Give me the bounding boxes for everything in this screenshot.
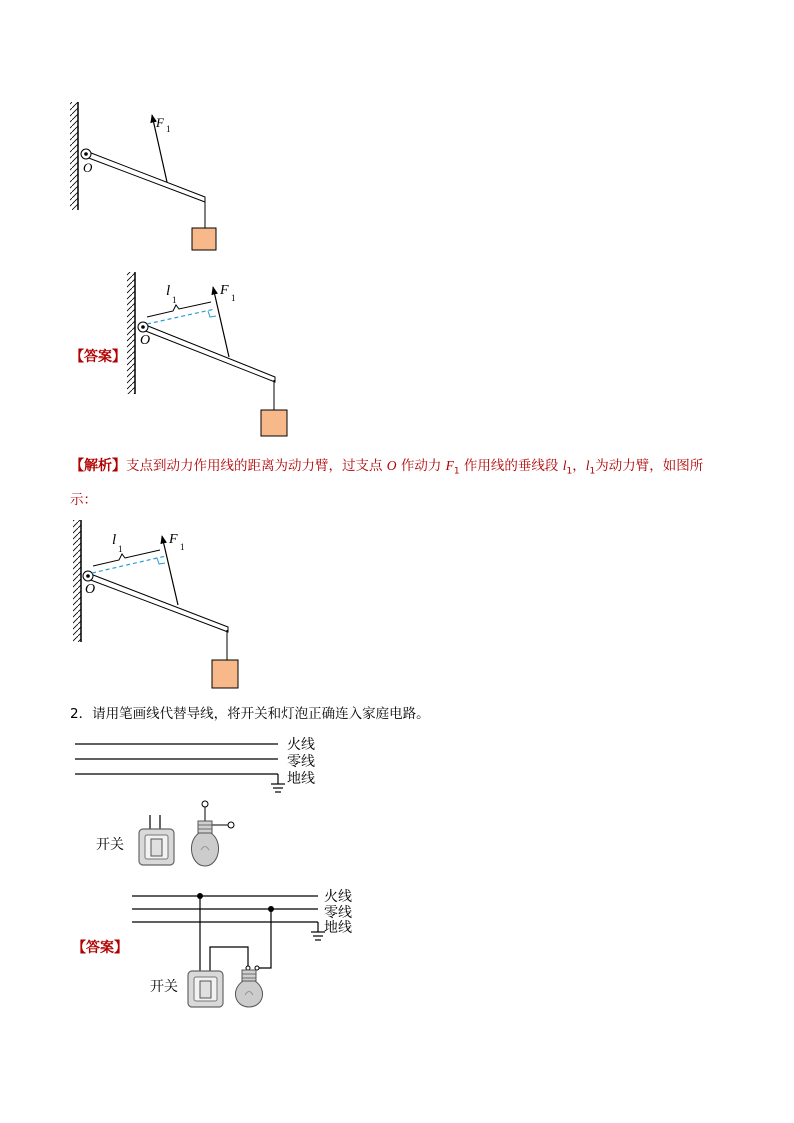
analysis-tag: 【解析】	[70, 458, 126, 474]
answer-tag: 【答案】	[70, 349, 126, 365]
question-text: 请用笔画线代替导线，将开关和灯泡正确连入家庭电路。	[92, 706, 430, 722]
live-label: 火线	[324, 889, 352, 905]
live-label: 火线	[287, 737, 315, 753]
ground-label: 地线	[287, 771, 315, 787]
pivot-label: O	[140, 333, 151, 348]
arm-sub: 1	[118, 544, 123, 554]
force-label: F	[156, 115, 164, 130]
analysis-text-1: 支点到动力作用线的距离为动力臂，过支点	[126, 458, 383, 474]
bulb-neutral-wire	[258, 909, 271, 968]
arm-label: l	[166, 283, 171, 299]
analysis-text-3: 作用线的垂线段	[463, 458, 559, 474]
analysis-text-line2: 示：	[70, 491, 97, 508]
neutral-label: 零线	[287, 754, 315, 770]
switch-label: 开关	[150, 979, 178, 995]
analysis-text-2: 作动力	[400, 458, 442, 474]
question-number: 2．	[70, 706, 93, 722]
analysis-sep: ，	[572, 458, 586, 474]
force-label: F	[169, 532, 178, 547]
force-sub: 1	[231, 293, 236, 303]
neutral-label: 零线	[324, 905, 352, 921]
pivot-label: O	[83, 160, 93, 175]
analysis-arm2-sub: 1	[589, 466, 596, 477]
pivot-label: O	[85, 582, 96, 597]
analysis-arm2: l	[585, 458, 590, 473]
bulb-icon	[235, 966, 262, 1007]
analysis-arm: l	[562, 458, 567, 473]
ground-symbol	[311, 932, 325, 940]
analysis-pivot: O	[386, 458, 397, 473]
force-sub: 1	[166, 124, 171, 134]
analysis-text-4: 为动力臂，如图所	[595, 458, 704, 474]
analysis-arm-sub: 1	[566, 466, 573, 477]
arm-label: l	[112, 532, 117, 548]
arm-sub: 1	[172, 295, 177, 305]
switch-icon	[188, 971, 223, 1007]
switch-label: 开关	[96, 837, 124, 853]
force-label: F	[220, 283, 229, 298]
answer-tag-2: 【答案】	[72, 940, 128, 956]
force-sub: 1	[180, 542, 185, 552]
analysis-force-sub: 1	[453, 466, 460, 477]
ground-label: 地线	[324, 920, 352, 936]
analysis-force: F	[445, 458, 454, 473]
